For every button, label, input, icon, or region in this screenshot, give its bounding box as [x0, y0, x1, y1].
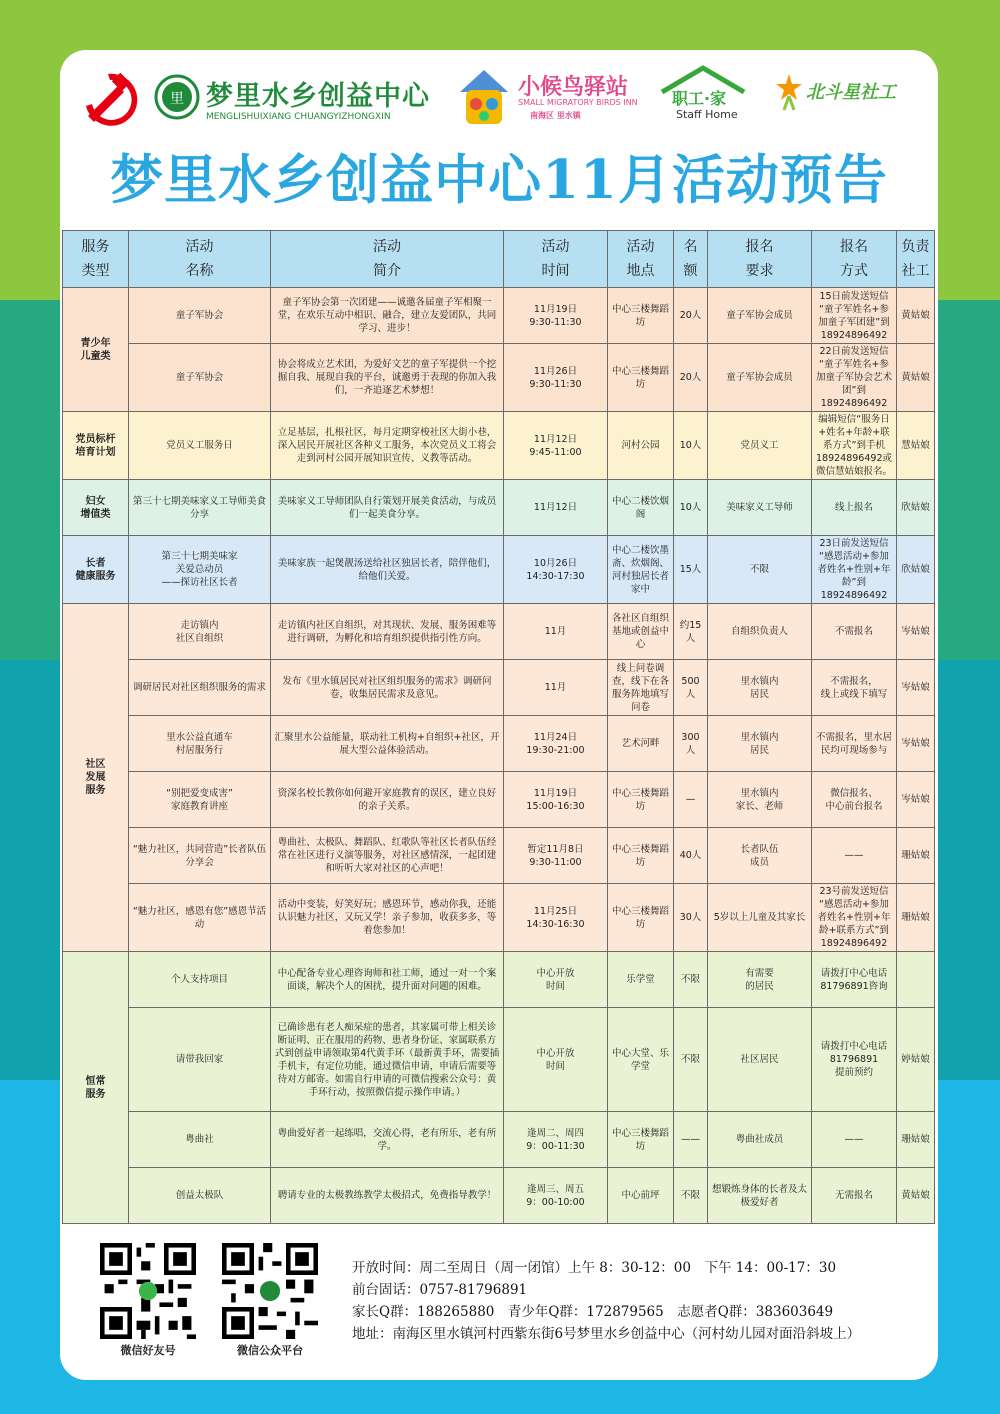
signup-requirement: 童子军协会成员	[708, 344, 812, 412]
activity-name: 粤曲社	[129, 1112, 271, 1168]
activity-time: 暂定11月8日 9:30-11:00	[504, 828, 608, 884]
header-quota: 名额	[674, 231, 708, 288]
signup-requirement: 里水镇内 家长、老师	[708, 772, 812, 828]
activity-intro: 美味家义工导师团队自行策划开展美食活动，与成员们一起美食分享。	[271, 480, 504, 536]
activity-intro: 童子军协会第一次团建——诚邀各届童子军相聚一堂，在欢乐互动中相识、融合，建立友爱团队，共同学习、进步！	[271, 288, 504, 344]
activity-quota: 不限	[674, 1008, 708, 1112]
activity-place: 艺术河畔	[608, 716, 674, 772]
responsible-staff: 珊姑娘	[897, 828, 935, 884]
signup-method: 22日前发送短信 “童子军姓名+参加童子军协会艺术团”到 18924896492	[812, 344, 897, 412]
signup-requirement: 粤曲社成员	[708, 1112, 812, 1168]
activity-place: 中心二楼饮烟阁	[608, 480, 674, 536]
responsible-staff: 岑姑娘	[897, 716, 935, 772]
responsible-staff: 珊姑娘	[897, 1112, 935, 1168]
activity-name: 里水公益直通车 村居服务行	[129, 716, 271, 772]
signup-method: 不需报名	[812, 604, 897, 660]
signup-requirement: 5岁以上儿童及其家长	[708, 884, 812, 952]
qr-code-friend-icon[interactable]	[100, 1243, 196, 1339]
activity-quota: 10人	[674, 480, 708, 536]
activity-time: 11月26日 9:30-11:30	[504, 344, 608, 412]
signup-requirement: 里水镇内 居民	[708, 660, 812, 716]
star-figure-icon	[774, 72, 804, 112]
signup-requirement: 党员义工	[708, 412, 812, 480]
qr-official-label: 微信公众平台	[237, 1344, 303, 1357]
activity-quota: 20人	[674, 344, 708, 412]
activity-place: 中心三楼舞蹈坊	[608, 344, 674, 412]
activity-intro: 聘请专业的太极教练教学太极招式，免费指导教学！	[271, 1168, 504, 1224]
activity-place: 线上问卷调查，线下在各服务阵地填写问卷	[608, 660, 674, 716]
signup-requirement: 长者队伍 成员	[708, 828, 812, 884]
activity-name: 创益太极队	[129, 1168, 271, 1224]
activity-time: 11月25日 14:30-16:30	[504, 884, 608, 952]
service-category: 恒常 服务	[63, 952, 129, 1224]
activity-intro: 协会将成立艺术团，为爱好文艺的童子军提供一个挖掘自我、展现自我的平台，诚邀勇于表现的你加入我们，一齐追逐艺术梦想！	[271, 344, 504, 412]
table-row	[63, 772, 935, 828]
signup-method: ——	[812, 1112, 897, 1168]
activity-quota: 20人	[674, 288, 708, 344]
activity-name: 请带我回家	[129, 1008, 271, 1112]
activity-intro: 发布《里水镇居民对社区组织服务的需求》调研问卷，收集居民需求及意见。	[271, 660, 504, 716]
table-row	[63, 884, 935, 952]
activity-place: 中心三楼舞蹈坊	[608, 772, 674, 828]
qr-code-official-icon[interactable]	[222, 1243, 318, 1339]
activity-name: 走访镇内 社区自组织	[129, 604, 271, 660]
activity-intro: 已确诊患有老人痴呆症的患者，其家属可带上相关诊断证明、正在服用的药物、患者身份证、家属联系方式到创益申请领取第4代黄手环（最新黄手环，需要插手机卡，有定位功能，通过微信申请，申请后需要等待对方邮寄。如需自行申请的可微信搜索公众号：黄手环行动，按照微信提示操作申请。）	[271, 1008, 504, 1112]
activity-place: 各社区自组织基地或创益中心	[608, 604, 674, 660]
svg-text:里: 里	[170, 91, 184, 107]
header-requirement: 报名 要求	[708, 231, 812, 288]
activity-name: “魅力社区，共同营造”长者队伍分享会	[129, 828, 271, 884]
activity-place: 中心前坪	[608, 1168, 674, 1224]
signup-requirement: 有需要 的居民	[708, 952, 812, 1008]
service-category: 青少年 儿童类	[63, 288, 129, 412]
responsible-staff: 黄姑娘	[897, 344, 935, 412]
table-row	[63, 1112, 935, 1168]
header-method: 报名 方式	[812, 231, 897, 288]
header-place: 活动 地点	[608, 231, 674, 288]
activity-place: 中心大堂、乐学堂	[608, 1008, 674, 1112]
signup-requirement: 自组织负责人	[708, 604, 812, 660]
table-row	[63, 604, 935, 660]
staff-english: Staff Home	[676, 108, 738, 121]
responsible-staff: 珊姑娘	[897, 884, 935, 952]
activity-intro: 活动中变装，好笑好玩；感恩环节，感动你我，还能认识魅力社区，又玩又学！亲子参加，收获多多，等着您参加！	[271, 884, 504, 952]
activity-place: 中心二楼饮墨斋、炊烟阁、河村独居长者家中	[608, 536, 674, 604]
header-staff: 负责 社工	[897, 231, 935, 288]
activity-quota: ——	[674, 1112, 708, 1168]
activity-intro: 美味家族一起煲靓汤送给社区独居长者，陪伴他们，给他们关爱。	[271, 536, 504, 604]
activity-place: 中心三楼舞蹈坊	[608, 1112, 674, 1168]
table-row	[63, 716, 935, 772]
activity-time: 中心开放 时间	[504, 1008, 608, 1112]
responsible-staff: 岑姑娘	[897, 772, 935, 828]
signup-method: 不需报名， 线上或线下填写	[812, 660, 897, 716]
inn-sub: 南海区 里水镇	[530, 111, 581, 120]
qr-friend-label: 微信好友号	[120, 1344, 176, 1357]
table-row	[63, 952, 935, 1008]
staff-name: 职工·家	[672, 89, 727, 108]
table-row	[63, 536, 935, 604]
qq-groups: 家长Q群：188265880 青少年Q群：172879565 志愿者Q群：383603649	[352, 1304, 834, 1320]
activity-name: 调研居民对社区组织服务的需求	[129, 660, 271, 716]
bird-house-icon	[456, 66, 512, 128]
opening-hours: 开放时间：周二至周日（周一闭馆）上午 8：30-12：00 下午 14：00-17：30	[352, 1260, 837, 1276]
table-row	[63, 1168, 935, 1224]
center-pinyin: MENGLISHUIXIANG CHUANGYIZHONGXIN	[206, 112, 391, 122]
activity-intro: 走访镇内社区自组织，对其现状、发展、服务困难等进行调研，为孵化和培育组织提供指引性方向。	[271, 604, 504, 660]
activity-table	[62, 230, 935, 1224]
signup-requirement: 不限	[708, 536, 812, 604]
header-name: 活动 名称	[129, 231, 271, 288]
logo-strip	[78, 62, 928, 132]
service-category: 长者 健康服务	[63, 536, 129, 604]
address: 地址：南海区里水镇河村西紫东街6号梦里水乡创益中心（河村幼儿园对面沿斜坡上）	[352, 1326, 861, 1342]
activity-time: 逢周二、周四 9：00-11:30	[504, 1112, 608, 1168]
center-logo-icon	[154, 74, 200, 120]
activity-time: 11月24日 19:30-21:00	[504, 716, 608, 772]
table-row	[63, 828, 935, 884]
activity-time: 11月19日 15:00-16:30	[504, 772, 608, 828]
inn-english: SMALL MIGRATORY BIRDS INN	[518, 98, 638, 107]
front-desk-phone: 前台固话：0757-81796891	[352, 1282, 528, 1298]
header-intro: 活动 简介	[271, 231, 504, 288]
signup-method: 无需报名	[812, 1168, 897, 1224]
header-time: 活动 时间	[504, 231, 608, 288]
signup-requirement: 美味家义工导师	[708, 480, 812, 536]
center-name: 梦里水乡创益中心	[206, 81, 430, 112]
activity-intro: 粤曲爱好者一起练唱，交流心得，老有所乐，老有所学。	[271, 1112, 504, 1168]
signup-method: 不需报名，里水居民均可现场参与	[812, 716, 897, 772]
page-title: 梦里水乡创益中心11月活动预告	[110, 149, 888, 211]
activity-quota: 500人	[674, 660, 708, 716]
service-category: 妇女 增值类	[63, 480, 129, 536]
table-row	[63, 660, 935, 716]
activity-time: 中心开放 时间	[504, 952, 608, 1008]
responsible-staff	[897, 952, 935, 1008]
responsible-staff: 岑姑娘	[897, 660, 935, 716]
signup-requirement: 想锻炼身体的长者及太极爱好者	[708, 1168, 812, 1224]
signup-method: 请拨打中心电话 81796891 提前预约	[812, 1008, 897, 1112]
inn-name: 小候鸟驿站	[518, 75, 629, 100]
activity-time: 11月19日 9:30-11:30	[504, 288, 608, 344]
activity-time: 逢周三、周五 9：00-10:00	[504, 1168, 608, 1224]
activity-time: 11月12日 9:45-11:00	[504, 412, 608, 480]
activity-time: 10月26日 14:30-17:30	[504, 536, 608, 604]
activity-name: 党员义工服务日	[129, 412, 271, 480]
table-header-row	[63, 231, 935, 288]
party-emblem-icon	[78, 66, 142, 130]
table-row	[63, 1008, 935, 1112]
activity-intro: 汇聚里水公益能量，联动社工机构+自组织+社区，开展大型公益体验活动。	[271, 716, 504, 772]
activity-place: 中心三楼舞蹈坊	[608, 828, 674, 884]
activity-intro: 中心配备专业心理咨询师和社工师，通过一对一个案面谈，解决个人的困扰，提升面对问题的困难。	[271, 952, 504, 1008]
signup-method: 请拨打中心电话 81796891咨询	[812, 952, 897, 1008]
signup-requirement: 里水镇内 居民	[708, 716, 812, 772]
activity-time: 11月12日	[504, 480, 608, 536]
activity-intro: 立足基层，扎根社区，每月定期穿梭社区大街小巷，深入居民开展社区各种义工服务，本次党员义工将会走到河村公园开展知识宣传、义教等活动。	[271, 412, 504, 480]
activity-name: 童子军协会	[129, 288, 271, 344]
activity-intro: 粤曲社、太极队、舞蹈队、红歌队等社区长者队伍经常在社区进行义演等服务，对社区感情深，一起团建和听听大家对社区的心声吧！	[271, 828, 504, 884]
activity-intro: 资深名校长教你如何避开家庭教育的误区，建立良好的亲子关系。	[271, 772, 504, 828]
activity-quota: 约15人	[674, 604, 708, 660]
responsible-staff: 慧姑娘	[897, 412, 935, 480]
responsible-staff: 欣姑娘	[897, 480, 935, 536]
activity-quota: 不限	[674, 1168, 708, 1224]
table-row	[63, 288, 935, 344]
signup-method: 23日前发送短信 “感恩活动+参加者姓名+性别+年龄”到 18924896492	[812, 536, 897, 604]
activity-quota: 300人	[674, 716, 708, 772]
activity-place: 河村公园	[608, 412, 674, 480]
responsible-staff: 婷姑娘	[897, 1008, 935, 1112]
signup-requirement: 社区居民	[708, 1008, 812, 1112]
signup-requirement: 童子军协会成员	[708, 288, 812, 344]
activity-quota: 不限	[674, 952, 708, 1008]
signup-method: 编辑短信“服务日+姓名+年龄+联系方式”到手机 18924896492或微信慧姑娘报名。	[812, 412, 897, 480]
activity-name: “魅力社区，感恩有您”感恩节活动	[129, 884, 271, 952]
activity-place: 中心三楼舞蹈坊	[608, 288, 674, 344]
social-work-name: 北斗星社工	[806, 82, 896, 103]
service-category: 社区 发展 服务	[63, 604, 129, 952]
activity-time: 11月	[504, 660, 608, 716]
signup-method: 线上报名	[812, 480, 897, 536]
header-type: 服务 类型	[63, 231, 129, 288]
table-row	[63, 480, 935, 536]
activity-place: 中心三楼舞蹈坊	[608, 884, 674, 952]
responsible-staff: 欣姑娘	[897, 536, 935, 604]
activity-name: 第三十七期美味家义工导师美食分享	[129, 480, 271, 536]
activity-name: 个人支持项目	[129, 952, 271, 1008]
signup-method: 微信报名、 中心前台报名	[812, 772, 897, 828]
activity-quota: 10人	[674, 412, 708, 480]
responsible-staff: 黄姑娘	[897, 1168, 935, 1224]
signup-method: 23号前发送短信 “感恩活动+参加者姓名+性别+年龄+联系方式”到 18924896492	[812, 884, 897, 952]
responsible-staff: 黄姑娘	[897, 288, 935, 344]
responsible-staff: 岑姑娘	[897, 604, 935, 660]
activity-quota: 30人	[674, 884, 708, 952]
signup-method: ——	[812, 828, 897, 884]
activity-name: 童子军协会	[129, 344, 271, 412]
table-row	[63, 412, 935, 480]
activity-quota: 15人	[674, 536, 708, 604]
service-category: 党员标杆 培育计划	[63, 412, 129, 480]
table-row	[63, 344, 935, 412]
activity-time: 11月	[504, 604, 608, 660]
activity-name: 第三十七期美味家 关爱总动员 ——探访社区长者	[129, 536, 271, 604]
activity-quota: —	[674, 772, 708, 828]
activity-name: “别把爱变成害” 家庭教育讲座	[129, 772, 271, 828]
signup-method: 15日前发送短信 “童子军姓名+参加童子军团建”到 18924896492	[812, 288, 897, 344]
activity-place: 乐学堂	[608, 952, 674, 1008]
activity-quota: 40人	[674, 828, 708, 884]
